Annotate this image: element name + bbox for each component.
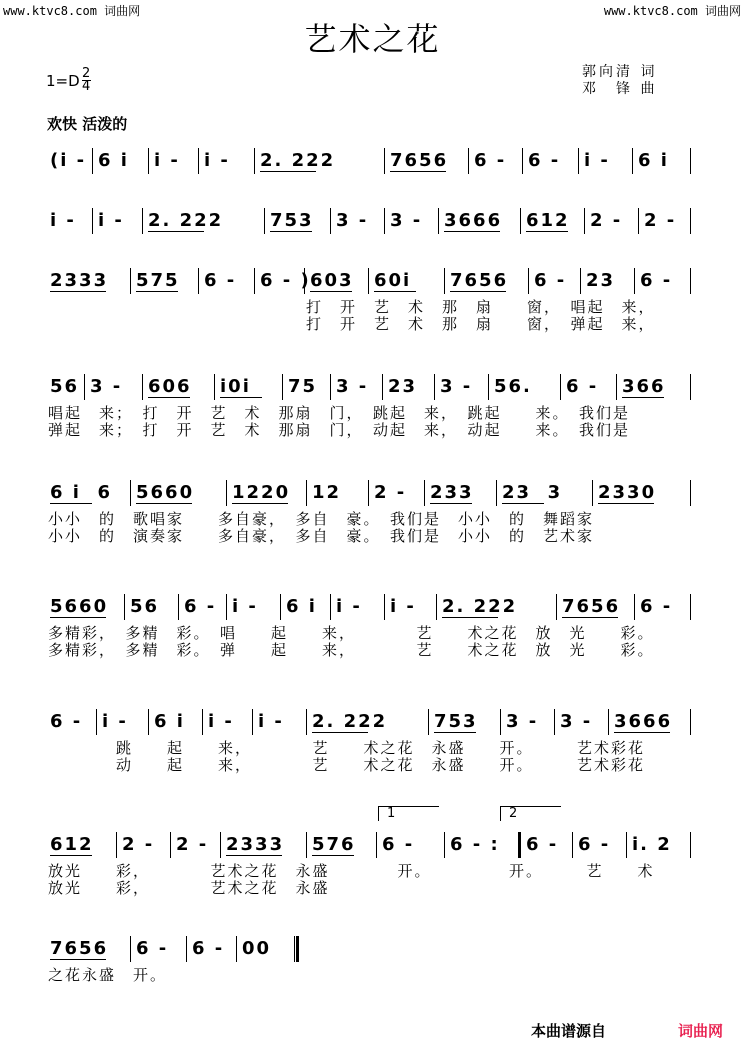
barline	[554, 709, 555, 735]
barline	[690, 594, 691, 620]
beam-line	[50, 291, 106, 292]
barline	[130, 480, 131, 506]
measure: 6 -	[640, 596, 673, 617]
beam-line	[136, 503, 192, 504]
barline	[522, 148, 523, 174]
lyric-text: 多精彩， 多精 彩。 弹 起 来， 艺 术之花 放 光 彩。	[48, 641, 655, 659]
barline	[186, 936, 187, 962]
measure: 7656	[50, 938, 109, 959]
measure: 6 -	[136, 938, 169, 959]
footer-site-link[interactable]: 词曲网	[678, 1022, 724, 1040]
watermark-left: www.ktvc8.com 词曲网	[3, 4, 141, 18]
barline	[330, 374, 331, 400]
measure: 2 -	[176, 834, 209, 855]
barline	[280, 594, 281, 620]
measure: 5660	[50, 596, 109, 617]
measure: 3666	[444, 210, 503, 231]
beam-line	[526, 231, 568, 232]
measure: 2. 222	[312, 711, 388, 732]
measure: 2333	[50, 270, 109, 291]
barline	[142, 374, 143, 400]
measure: 23	[388, 376, 418, 397]
beam-line	[390, 171, 446, 172]
lyric-line	[0, 756, 745, 774]
measure: 5660	[136, 482, 195, 503]
barline	[616, 374, 617, 400]
measure: 1220	[232, 482, 291, 503]
barline	[376, 832, 377, 858]
barline	[130, 936, 131, 962]
lyric-text: 小小 的 歌唱家 多自豪， 多自 豪。 我们是 小小 的 舞蹈家	[48, 510, 595, 528]
measure: 3 -	[390, 210, 423, 231]
measure: 753	[434, 711, 478, 732]
barline	[254, 268, 255, 294]
lyric-text: 跳 起 来， 艺 术之花 永盛 开。 艺术彩花	[48, 739, 646, 757]
beam-line	[312, 855, 354, 856]
barline	[444, 832, 445, 858]
beam-line	[50, 617, 106, 618]
measure: i -	[98, 210, 124, 231]
measure: 6 - :	[450, 834, 500, 855]
barline	[304, 268, 305, 294]
measure: 576	[312, 834, 356, 855]
barline	[130, 268, 131, 294]
beam-line	[260, 171, 316, 172]
lyric-line	[0, 862, 745, 880]
barline	[580, 268, 581, 294]
barline	[264, 208, 265, 234]
measure: 6 - )	[260, 270, 311, 291]
time-top: 2	[82, 66, 91, 81]
measure: i -	[204, 150, 230, 171]
measure: i -	[102, 711, 128, 732]
measure: 2. 222	[442, 596, 518, 617]
barline	[384, 148, 385, 174]
note-row	[0, 476, 745, 510]
beam-line	[374, 291, 416, 292]
lyric-line	[0, 966, 745, 984]
beam-line	[614, 732, 670, 733]
measure: 6 -	[184, 596, 217, 617]
barline	[148, 148, 149, 174]
barline	[214, 374, 215, 400]
beam-line	[232, 503, 288, 504]
lyric-text: 之花永盛 开。	[48, 966, 168, 984]
lyric-line	[0, 421, 745, 439]
lyric-text: 小小 的 演奏家 多自豪， 多自 豪。 我们是 小小 的 艺术家	[48, 527, 595, 545]
beam-line	[270, 231, 312, 232]
beam-line	[622, 397, 664, 398]
lyric-text: 弹起 来； 打 开 艺 术 那扇 门， 动起 来， 动起 来。 我们是	[48, 421, 631, 439]
measure: 6 -	[534, 270, 567, 291]
barline	[496, 480, 497, 506]
measure: i -	[232, 596, 258, 617]
barline	[124, 594, 125, 620]
measure: 6 -	[382, 834, 415, 855]
measure: 6 -	[528, 150, 561, 171]
barline	[444, 268, 445, 294]
measure: 3 -	[336, 210, 369, 231]
barline	[202, 709, 203, 735]
measure: 2 -	[374, 482, 407, 503]
lyric-text: 动 起 来， 艺 术之花 永盛 开。 艺术彩花	[48, 756, 646, 774]
barline	[382, 374, 383, 400]
measure: 6 -	[50, 711, 83, 732]
barline	[634, 594, 635, 620]
lyric-line	[0, 739, 745, 757]
beam-line	[430, 503, 472, 504]
beam-line	[226, 855, 282, 856]
measure: 2. 222	[148, 210, 224, 231]
measure: 2 -	[644, 210, 677, 231]
measure: 3 -	[90, 376, 123, 397]
lyric-line	[0, 315, 745, 333]
beam-line	[50, 503, 92, 504]
note-row	[0, 590, 745, 624]
barline	[198, 268, 199, 294]
measure: i. 2	[632, 834, 672, 855]
barline	[608, 709, 609, 735]
beam-line	[50, 855, 92, 856]
barline	[632, 148, 633, 174]
measure: 612	[526, 210, 570, 231]
barline	[330, 594, 331, 620]
note-row	[0, 264, 745, 298]
measure: 6 -	[578, 834, 611, 855]
note-row	[0, 932, 745, 966]
note-row	[0, 705, 745, 739]
lyric-text: 放光 彩， 艺术之花 永盛	[48, 879, 330, 897]
measure: 366	[622, 376, 666, 397]
lyric-line	[0, 404, 745, 422]
measure: 2333	[226, 834, 285, 855]
measure: 7656	[562, 596, 621, 617]
key-label: 1=D	[46, 71, 80, 90]
measure: i -	[390, 596, 416, 617]
barline	[96, 709, 97, 735]
barline	[592, 480, 593, 506]
barline	[170, 832, 171, 858]
measure: 2330	[598, 482, 657, 503]
barline	[226, 594, 227, 620]
beam-line	[598, 503, 654, 504]
barline	[690, 709, 691, 735]
measure: 6 -	[566, 376, 599, 397]
lyric-text: 打 开 艺 术 那 扇 窗， 唱起 来，	[306, 298, 656, 316]
barline	[690, 832, 691, 858]
barline	[384, 208, 385, 234]
measure: 23	[586, 270, 616, 291]
barline	[578, 148, 579, 174]
key-signature	[46, 68, 91, 93]
barline	[434, 374, 435, 400]
note-row	[0, 144, 745, 178]
lyric-line	[0, 624, 745, 642]
beam-line	[136, 291, 178, 292]
barline	[500, 709, 501, 735]
note-row	[0, 204, 745, 238]
note-row	[0, 370, 745, 404]
lyric-text: 放光 彩， 艺术之花 永盛 开。 开。 艺 术	[48, 862, 655, 880]
barline	[384, 594, 385, 620]
song-title: 艺术之花	[304, 20, 441, 58]
measure: 2. 222	[260, 150, 336, 171]
lyric-line	[0, 510, 745, 528]
barline	[254, 148, 255, 174]
measure: 7656	[450, 270, 509, 291]
barline	[226, 480, 227, 506]
measure: 2 -	[122, 834, 155, 855]
watermark-right: www.ktvc8.com 词曲网	[603, 4, 741, 18]
measure: 3666	[614, 711, 673, 732]
beam-line	[444, 231, 500, 232]
barline	[92, 148, 93, 174]
measure: 56.	[494, 376, 532, 397]
lyric-text: 多精彩， 多精 彩。 唱 起 来， 艺 术之花 放 光 彩。	[48, 624, 655, 642]
barline	[142, 208, 143, 234]
measure: 6 i	[98, 150, 129, 171]
barline	[282, 374, 283, 400]
barline	[626, 832, 627, 858]
barline	[584, 208, 585, 234]
barline	[572, 832, 573, 858]
measure: 6 -	[474, 150, 507, 171]
barline	[116, 832, 117, 858]
barline	[436, 594, 437, 620]
barline	[690, 208, 691, 234]
beam-line	[310, 291, 352, 292]
volta-second-ending: 2	[500, 806, 561, 821]
credits	[582, 64, 657, 98]
barline	[306, 709, 307, 735]
measure: 56	[130, 596, 160, 617]
barline	[690, 148, 691, 174]
barline	[428, 709, 429, 735]
barline	[84, 374, 85, 400]
beam-line	[562, 617, 618, 618]
measure: i -	[584, 150, 610, 171]
beam-line	[450, 291, 506, 292]
barline	[438, 208, 439, 234]
barline	[236, 936, 237, 962]
measure: 603	[310, 270, 354, 291]
footer-source: 本曲谱源自	[531, 1022, 607, 1040]
lyric-line	[0, 641, 745, 659]
beam-line	[502, 503, 544, 504]
measure: 6 -	[640, 270, 673, 291]
note-row	[0, 828, 745, 862]
barline	[220, 832, 221, 858]
lyric-line	[0, 879, 745, 897]
measure: 3 -	[560, 711, 593, 732]
barline	[424, 480, 425, 506]
barline	[690, 374, 691, 400]
measure: 6 i	[286, 596, 317, 617]
time-bottom: 4	[82, 79, 91, 94]
measure: 3 -	[506, 711, 539, 732]
measure: 6 -	[526, 834, 559, 855]
measure: i -	[258, 711, 284, 732]
barline	[560, 374, 561, 400]
lyric-text: 打 开 艺 术 那 扇 窗， 弹起 来，	[306, 315, 656, 333]
barline	[556, 594, 557, 620]
measure: 612	[50, 834, 94, 855]
lyric-line	[0, 527, 745, 545]
repeat-barline	[518, 832, 521, 858]
barline	[178, 594, 179, 620]
beam-line	[50, 959, 106, 960]
barline	[368, 480, 369, 506]
beam-line	[148, 397, 190, 398]
beam-line	[442, 617, 498, 618]
barline	[468, 148, 469, 174]
measure: 75	[288, 376, 318, 397]
composer: 邓 锋 曲	[582, 81, 658, 97]
measure: 575	[136, 270, 180, 291]
measure: i0i	[220, 376, 251, 397]
measure: i -	[336, 596, 362, 617]
barline	[368, 268, 369, 294]
lyric-line	[0, 298, 745, 316]
measure: 3 -	[336, 376, 369, 397]
beam-line	[220, 397, 262, 398]
measure: 56	[50, 376, 80, 397]
barline	[330, 208, 331, 234]
measure: (i -	[50, 150, 87, 171]
measure: i -	[208, 711, 234, 732]
measure: 12	[312, 482, 342, 503]
barline	[294, 936, 295, 962]
measure: 606	[148, 376, 192, 397]
measure: 6 i	[638, 150, 669, 171]
lyric-text: 唱起 来； 打 开 艺 术 那扇 门， 跳起 来， 跳起 来。 我们是	[48, 404, 631, 422]
measure: 3 -	[440, 376, 473, 397]
measure: 6 i 6	[50, 482, 113, 503]
measure: 233	[430, 482, 474, 503]
barline	[638, 208, 639, 234]
measure: 23 3	[502, 482, 563, 503]
barline	[252, 709, 253, 735]
measure: 00	[242, 938, 272, 959]
beam-line	[148, 231, 204, 232]
tempo-marking: 欢快 活泼的	[47, 115, 128, 133]
barline	[148, 709, 149, 735]
measure: 6 -	[204, 270, 237, 291]
barline	[92, 208, 93, 234]
measure: 6 -	[192, 938, 225, 959]
measure: 2 -	[590, 210, 623, 231]
measure: 60i	[374, 270, 412, 291]
barline	[528, 268, 529, 294]
barline	[306, 480, 307, 506]
barline	[690, 268, 691, 294]
measure: 7656	[390, 150, 449, 171]
lyricist: 郭向清 词	[582, 64, 658, 80]
barline	[488, 374, 489, 400]
measure: 6 i	[154, 711, 185, 732]
beam-line	[434, 732, 476, 733]
time-signature	[82, 68, 91, 93]
measure: i -	[50, 210, 76, 231]
barline	[306, 832, 307, 858]
barline	[198, 148, 199, 174]
repeat-barline	[296, 936, 299, 962]
barline	[690, 480, 691, 506]
measure: i -	[154, 150, 180, 171]
beam-line	[312, 732, 368, 733]
volta-first-ending: 1	[378, 806, 439, 821]
measure: 753	[270, 210, 314, 231]
barline	[634, 268, 635, 294]
barline	[520, 208, 521, 234]
